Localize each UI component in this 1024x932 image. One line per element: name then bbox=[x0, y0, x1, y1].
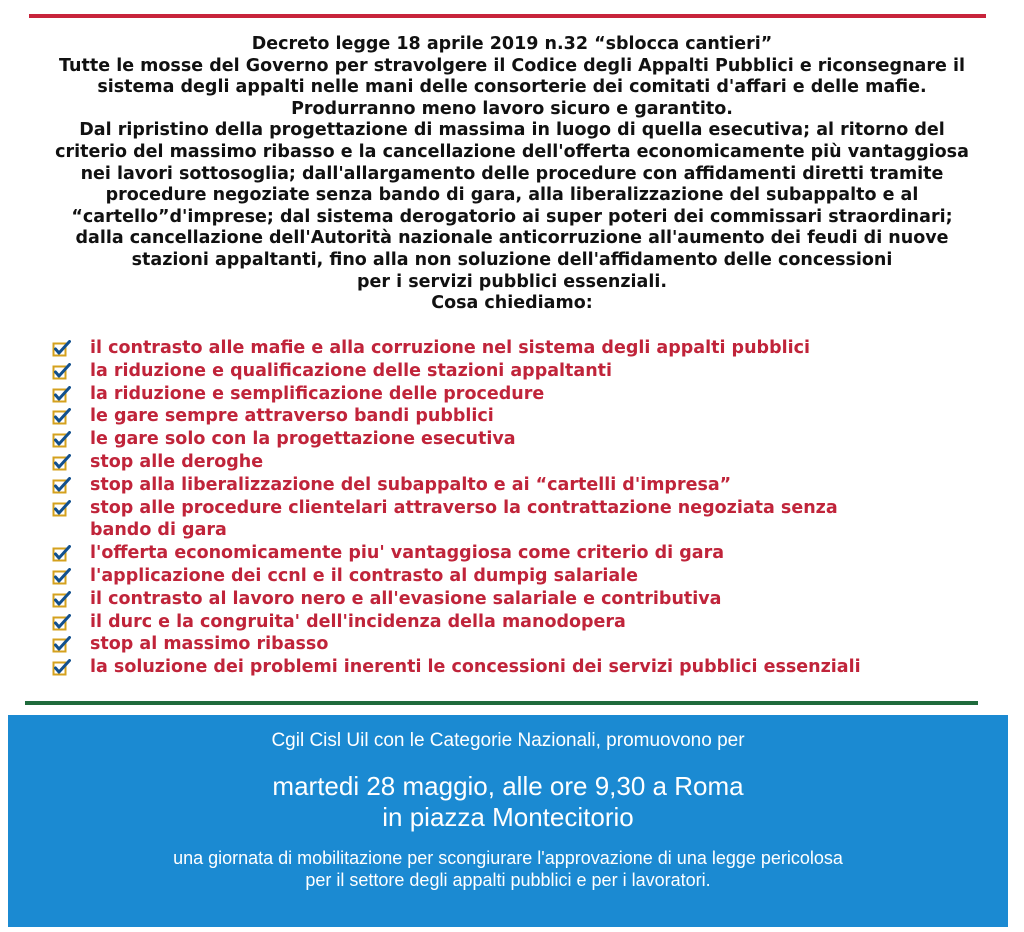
demand-item bbox=[52, 588, 952, 611]
banner-event bbox=[8, 771, 1008, 833]
demand-text: il contrasto alle mafie e alla corruzione nel sistema degli appalti pubblici bbox=[90, 338, 810, 358]
checkbox-checked-icon bbox=[52, 363, 71, 380]
demand-item bbox=[52, 474, 952, 497]
demand-text: l'applicazione dei ccnl e il contrasto al dumpig salariale bbox=[90, 565, 639, 586]
intro-line: sistema degli appalti nelle mani delle consorterie dei comitati d'affari e delle mafie. bbox=[97, 77, 927, 98]
demand-text: il contrasto al lavoro nero e all'evasione salariale e contributiva bbox=[90, 588, 722, 609]
demand-text: la riduzione e qualificazione delle stazioni appaltanti bbox=[90, 360, 613, 381]
demand-item bbox=[52, 337, 952, 360]
intro-line: Decreto legge 18 aprile 2019 n.32 “sblocca cantieri” bbox=[251, 34, 773, 54]
demand-item bbox=[52, 405, 952, 428]
demand-text: le gare solo con la progettazione esecutiva bbox=[90, 429, 516, 450]
intro-line: Tutte le mosse del Governo per stravolgere il Codice degli Appalti Pubblici e riconsegnare il bbox=[59, 55, 965, 76]
checkbox-checked-icon bbox=[52, 454, 71, 471]
checkbox-checked-icon bbox=[52, 545, 71, 562]
intro-line: Dal ripristino della progettazione di massima in luogo di quella esecutiva; al ritorno del bbox=[79, 120, 945, 141]
checkbox-checked-icon bbox=[52, 340, 71, 357]
banner-desc-line-1: una giornata di mobilitazione per scongiurare l'approvazione di una legge pericolosa bbox=[173, 848, 843, 868]
intro-line: Cosa chiediamo: bbox=[431, 293, 593, 314]
demand-text: la riduzione e semplificazione delle procedure bbox=[90, 383, 545, 404]
demand-item bbox=[52, 383, 952, 406]
demand-text: le gare sempre attraverso bandi pubblici bbox=[90, 406, 494, 427]
checkbox-checked-icon bbox=[52, 431, 71, 448]
event-banner bbox=[8, 715, 1008, 927]
demand-text: il durc e la congruita' dell'incidenza della manodopera bbox=[90, 611, 626, 632]
demand-item bbox=[52, 565, 952, 588]
checkbox-checked-icon bbox=[52, 500, 71, 517]
intro-line: criterio del massimo ribasso e la cancellazione dell'offerta economicamente più vantaggiosa bbox=[55, 141, 969, 162]
demand-text: stop alle procedure clientelari attraverso la contrattazione negoziata senza bbox=[90, 497, 838, 518]
demand-text: stop al massimo ribasso bbox=[90, 634, 329, 655]
intro-line: “cartello”d'imprese; dal sistema derogatorio ai super poteri dei commissari straordinari; bbox=[71, 206, 953, 227]
demand-item bbox=[52, 497, 952, 520]
checkbox-checked-icon bbox=[52, 591, 71, 608]
demand-text: bando di gara bbox=[90, 520, 227, 541]
demand-item-continuation bbox=[52, 519, 952, 542]
demand-text: l'offerta economicamente piu' vantaggiosa come criterio di gara bbox=[90, 543, 725, 564]
event-place-line: in piazza Montecitorio bbox=[382, 802, 634, 832]
intro-line: stazioni appaltanti, fino alla non soluzione dell'affidamento delle concessioni bbox=[131, 249, 893, 270]
top-red-rule bbox=[29, 14, 986, 18]
demand-text: stop alla liberalizzazione del subappalto e ai “cartelli d'impresa” bbox=[90, 474, 732, 495]
checkbox-checked-icon bbox=[52, 386, 71, 403]
bottom-green-rule bbox=[25, 701, 978, 705]
checkbox-checked-icon bbox=[52, 477, 71, 494]
checkbox-checked-icon bbox=[52, 659, 71, 676]
checkbox-checked-icon bbox=[52, 614, 71, 631]
banner-promo-text: Cgil Cisl Uil con le Categorie Nazionali, promuovono per bbox=[271, 730, 745, 751]
demand-text: la soluzione dei problemi inerenti le concessioni dei servizi pubblici essenziali bbox=[90, 657, 861, 678]
intro-line: procedure negoziate senza bando di gara, alla liberalizzazione del subappalto e al bbox=[105, 185, 919, 206]
demand-item bbox=[52, 542, 952, 565]
demand-item bbox=[52, 360, 952, 383]
checkbox-checked-icon bbox=[52, 408, 71, 425]
banner-desc-line-2: per il settore degli appalti pubblici e per i lavoratori. bbox=[305, 870, 711, 890]
checkbox-checked-icon bbox=[52, 568, 71, 585]
demand-text: stop alle deroghe bbox=[90, 451, 264, 472]
demand-item bbox=[52, 451, 952, 474]
intro-line: dalla cancellazione dell'Autorità nazionale anticorruzione all'aumento dei feudi di nuove bbox=[75, 228, 949, 249]
demand-item bbox=[52, 633, 952, 656]
demand-item bbox=[52, 428, 952, 451]
demands-list bbox=[52, 337, 952, 679]
event-date-line: martedi 28 maggio, alle ore 9,30 a Roma bbox=[272, 771, 744, 801]
banner-description bbox=[8, 847, 1008, 891]
intro-line: nei lavori sottosoglia; dall'allargamento delle procedure con affidamenti diretti tramite bbox=[80, 163, 944, 184]
intro-line: per i servizi pubblici essenziali. bbox=[357, 271, 667, 292]
demand-item bbox=[52, 656, 952, 679]
demand-item bbox=[52, 611, 952, 634]
intro-text bbox=[8, 34, 1016, 315]
intro-line: Produrranno meno lavoro sicuro e garantito. bbox=[291, 98, 733, 119]
checkbox-checked-icon bbox=[52, 636, 71, 653]
